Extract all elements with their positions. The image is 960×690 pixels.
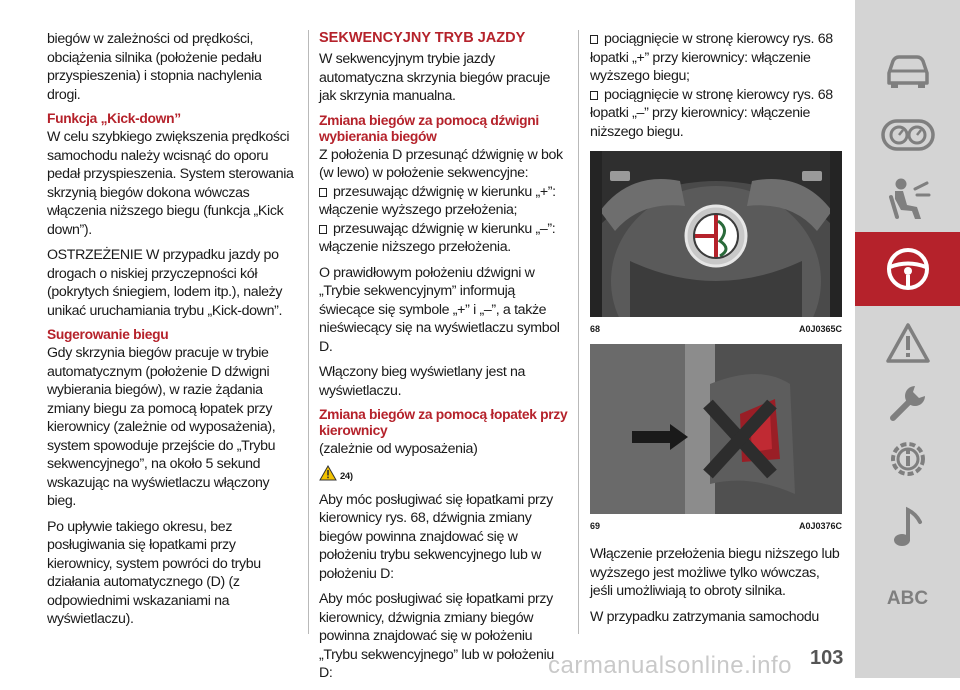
steering-wheel-icon: [885, 246, 931, 292]
warning-triangle-icon: [319, 465, 337, 481]
gear-suggestion-paragraph: Gdy skrzynia biegów pracuje w trybie automatycznym (położenie D dźwigni wybierania biegów), w razie żądania zmiany biegu za pomocą łopatek przy kierownicy (zależnie od wyposażenia), system spowoduje przejście do „Trybu sekwencyjnego”, na około 5 sekund wskazując na wyświetlaczu włączony bieg.: [47, 345, 276, 509]
figure-68-steering-wheel: [590, 151, 842, 317]
kick-down-paragraph: W celu szybkiego zwiększenia prędkości samochodu należy wcisnąć do oporu pedał przyspieszenia. System sterowania skrzynią biegów dokona wówczas włączenia niższego biegu (funkcja „Kick down”).: [47, 129, 294, 238]
heading-kick-down: Funkcja „Kick-down”: [47, 111, 181, 126]
bullet-lever-plus: [319, 183, 569, 220]
heading-sequential-mode: SEKWENCYJNY TRYB JAZDY: [319, 30, 526, 46]
intro-paragraph: biegów w zależności od prędkości, obciążenia silnika (położenie pedału przyspieszenia) i stopnia nachylenia drogi.: [47, 31, 262, 103]
wrench-icon: [885, 378, 931, 424]
warning-reference: [319, 465, 569, 485]
page-number: 103: [810, 647, 844, 669]
seat-safety-icon: [885, 177, 931, 221]
bullet-text: pociągnięcie w stronę kierowcy rys. 68 łopatki „–” przy kierownicy: włączenie niższego biegu.: [590, 86, 833, 140]
sequential-mode-paragraph: W sekwencyjnym trybie jazdy automatyczna skrzynia biegów pracuje jak skrzynia manualna.: [319, 51, 551, 104]
service-gear-icon: [885, 436, 931, 482]
car-icon: [883, 53, 933, 89]
symbols-paragraph: O prawidłowym położeniu dźwigni w „Trybie sekwencyjnym” informują świecące się symbole „+” i „–”, a także nieświecący się na wyświetlaczu symbol D.: [319, 264, 560, 355]
music-icon: [888, 504, 928, 550]
bullet-paddle-up: [590, 30, 842, 86]
heading-lever-shift: Zmiana biegów za pomocą dźwigni wybierania biegów: [319, 112, 539, 144]
figure-69-paddle-detail: [590, 344, 842, 514]
steering-wheel-photo: [590, 151, 842, 317]
column-divider-2: [578, 30, 579, 634]
gauges-icon: [880, 118, 936, 152]
heading-gear-suggestion: Sugerowanie biegu: [47, 327, 169, 342]
timeout-paragraph: Po upływie takiego okresu, bez posługiwania się łopatkami przy kierownicy, system powróci do trybu działania automatycznego (D) (z odpowiednimi wskazaniami na wyświetlaczu).: [47, 518, 261, 627]
figure-68-code: A0J0365C: [798, 324, 842, 334]
checkbox-bullet-icon: [319, 225, 327, 234]
figure-68-caption: [590, 320, 842, 334]
sidebar-item-maintenance[interactable]: [855, 422, 960, 496]
figure-69-number: 69: [590, 521, 601, 531]
figure-69-code: A0J0376C: [798, 521, 842, 531]
sidebar-item-instruments[interactable]: [855, 98, 960, 172]
chapter-sidebar: [855, 0, 960, 678]
paddles-paragraph-1: Aby móc posługiwać się łopatkami przy kierownicy rys. 68, dźwignia zmiany biegów powinna znajdować się w położeniu trybu sekwencyjnego lub w położeniu D:: [319, 491, 553, 582]
text-column-2: [319, 30, 569, 690]
sidebar-item-index[interactable]: [855, 562, 960, 636]
lever-shift-paragraph: Z położenia D przesunąć dźwignię w bok (w lewo) w położenie sekwencyjne:: [319, 146, 563, 181]
bullet-paddle-down: [590, 86, 842, 142]
figure-68-number: 68: [590, 324, 601, 334]
checkbox-bullet-icon: [319, 188, 327, 197]
checkbox-bullet-icon: [590, 35, 598, 44]
warning-reference-number: 24): [340, 470, 353, 482]
paddles-paragraph-2: Aby móc posługiwać się łopatkami przy kierownicy, dźwignia zmiany biegów powinna znajdować się w położeniu „Trybu sekwencyjnego” lub w położeniu D:: [319, 591, 554, 681]
watermark: carmanualsonline.info: [548, 652, 792, 679]
bullet-text: przesuwając dźwignię w kierunku „+”: włączenie wyższego przełożenia;: [319, 183, 556, 218]
abc-index-label: ABC: [886, 588, 929, 609]
figure-69-caption: [590, 517, 842, 531]
bullet-lever-minus: [319, 220, 569, 257]
checkbox-bullet-icon: [590, 91, 598, 100]
heading-paddle-shift: Zmiana biegów za pomocą łopatek przy kierownicy: [319, 407, 568, 438]
warning-paragraph: OSTRZEŻENIE W przypadku jazdy po drogach o niskiej przyczepności kół (pokrytych śniegiem, lodem itp.), należy unikać uruchamiania trybu „Kick-down”.: [47, 247, 283, 319]
sidebar-item-driving[interactable]: [855, 232, 960, 306]
column-divider-1: [308, 30, 309, 634]
bullet-text: przesuwając dźwignię w kierunku „–”: włączenie niższego przełożenia.: [319, 220, 556, 255]
rpm-condition-paragraph: Włączenie przełożenia biegu niższego lub wyższego jest możliwe tylko wówczas, jeśli umożliwiają to obroty silnika.: [590, 546, 840, 599]
sidebar-item-safety[interactable]: [855, 162, 960, 236]
paddle-detail-photo: [590, 344, 842, 514]
warning-triangle-icon: [885, 322, 931, 364]
sidebar-item-car[interactable]: [855, 34, 960, 108]
text-column-1: [47, 30, 297, 636]
bullet-text: pociągnięcie w stronę kierowcy rys. 68 łopatki „+” przy kierownicy: włączenie wyższego biegu;: [590, 31, 833, 84]
stop-paragraph: W przypadku zatrzymania samochodu: [590, 608, 819, 625]
text-column-3: [590, 30, 842, 633]
sidebar-item-multimedia[interactable]: [855, 490, 960, 564]
equipment-note: (zależnie od wyposażenia): [319, 441, 478, 457]
display-paragraph: Włączony bieg wyświetlany jest na wyświetlaczu.: [319, 364, 526, 399]
